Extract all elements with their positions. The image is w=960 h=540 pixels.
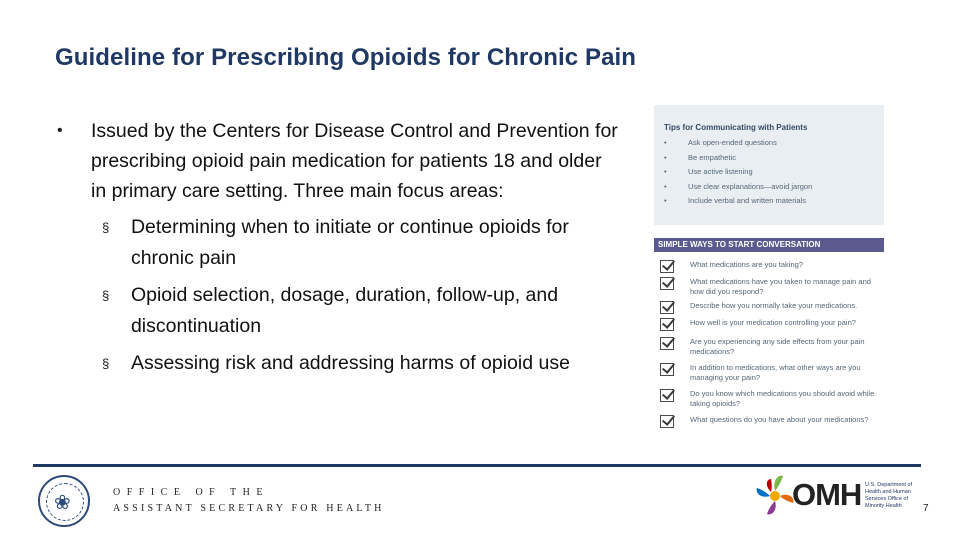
slide-title: Guideline for Prescribing Opioids for Chronic Pain [55, 44, 637, 71]
main-bullet-text: Issued by the Centers for Disease Control and Prevention for prescribing opioid pain medication for patients 18 and older in primary care setting. Three main focus areas: [91, 120, 618, 202]
office-name-line1: OFFICE OF THE [113, 487, 269, 498]
question-row [654, 337, 884, 357]
checkbox-checked-icon [660, 318, 674, 331]
sub-bullet [102, 212, 602, 274]
tips-item-text: Be empathetic [688, 152, 736, 162]
eagle-icon: ❀ [54, 492, 71, 514]
tips-item [664, 180, 878, 195]
checkbox-checked-icon [660, 389, 674, 402]
question-text: What medications have you taken to manage pain and how did you respond? [690, 277, 871, 296]
sub-bullet-list [102, 212, 602, 379]
bullet-icon: • [664, 167, 667, 176]
sub-bullet-text: Assessing risk and addressing harms of opioid use [130, 352, 570, 374]
checkbox-checked-icon [660, 363, 674, 376]
question-text: In addition to medications, what other ways are you managing your pain? [690, 363, 861, 382]
tips-item-text: Include verbal and written materials [688, 196, 806, 205]
question-text: Are you experiencing any side effects from your pain medications? [690, 337, 865, 356]
tips-item [664, 194, 878, 209]
conversation-panel [654, 238, 884, 428]
bullet-icon: • [664, 138, 667, 147]
question-row [654, 415, 884, 428]
checkbox-checked-icon [660, 277, 674, 290]
checkbox-checked-icon [660, 337, 674, 350]
section-mark-icon: § [102, 356, 110, 371]
page-number: 7 [923, 503, 929, 514]
question-text: Do you know which medications you should avoid while taking opioids? [690, 389, 875, 408]
tips-title: Tips for Communicating with Patients [664, 123, 808, 132]
bullet-icon: • [664, 152, 667, 162]
omh-logo [752, 470, 912, 525]
bullet-dot-icon: • [57, 122, 63, 139]
sub-bullet-text: Opioid selection, dosage, duration, follow-up, and discontinuation [130, 284, 559, 337]
main-bullet [57, 116, 647, 206]
tips-item-text: Ask open-ended questions [688, 138, 777, 147]
question-text: What medications are you taking? [690, 260, 803, 269]
question-row [654, 318, 884, 331]
tips-item [664, 165, 878, 180]
sub-bullet [102, 348, 602, 379]
question-text: Describe how you normally take your medications. [690, 301, 858, 310]
tips-item-text: Use clear explanations—avoid jargon [688, 181, 813, 191]
question-row [654, 260, 884, 273]
bullet-icon: • [664, 181, 667, 191]
tips-item [664, 136, 878, 151]
question-text: What questions do you have about your medications? [690, 415, 869, 424]
hhs-seal-logo [38, 475, 90, 527]
question-row [654, 363, 884, 383]
bullet-icon: • [664, 196, 667, 205]
question-text: How well is your medication controlling your pain? [690, 318, 856, 327]
omh-wordmark: OMH [792, 477, 862, 512]
section-mark-icon: § [102, 288, 110, 303]
conversation-header: SIMPLE WAYS TO START CONVERSATION [654, 238, 884, 252]
question-row [654, 389, 884, 409]
checkbox-checked-icon [660, 301, 674, 314]
sub-bullet-text: Determining when to initiate or continue opioids for chronic pain [130, 216, 569, 269]
checkbox-checked-icon [660, 260, 674, 273]
tips-panel [654, 105, 884, 225]
checkbox-checked-icon [660, 415, 674, 428]
section-mark-icon: § [102, 220, 110, 235]
sub-bullet [102, 280, 602, 342]
omh-subtext: U.S. Department of Health and Human Services Office of Minority Health [865, 482, 913, 509]
slide-body [57, 116, 647, 385]
office-name-line2: ASSISTANT SECRETARY FOR HEALTH [113, 503, 385, 514]
question-row [654, 301, 884, 314]
footer-divider [33, 464, 921, 467]
tips-item [664, 151, 878, 166]
question-row [654, 277, 884, 297]
tips-item-text: Use active listening [688, 167, 753, 176]
